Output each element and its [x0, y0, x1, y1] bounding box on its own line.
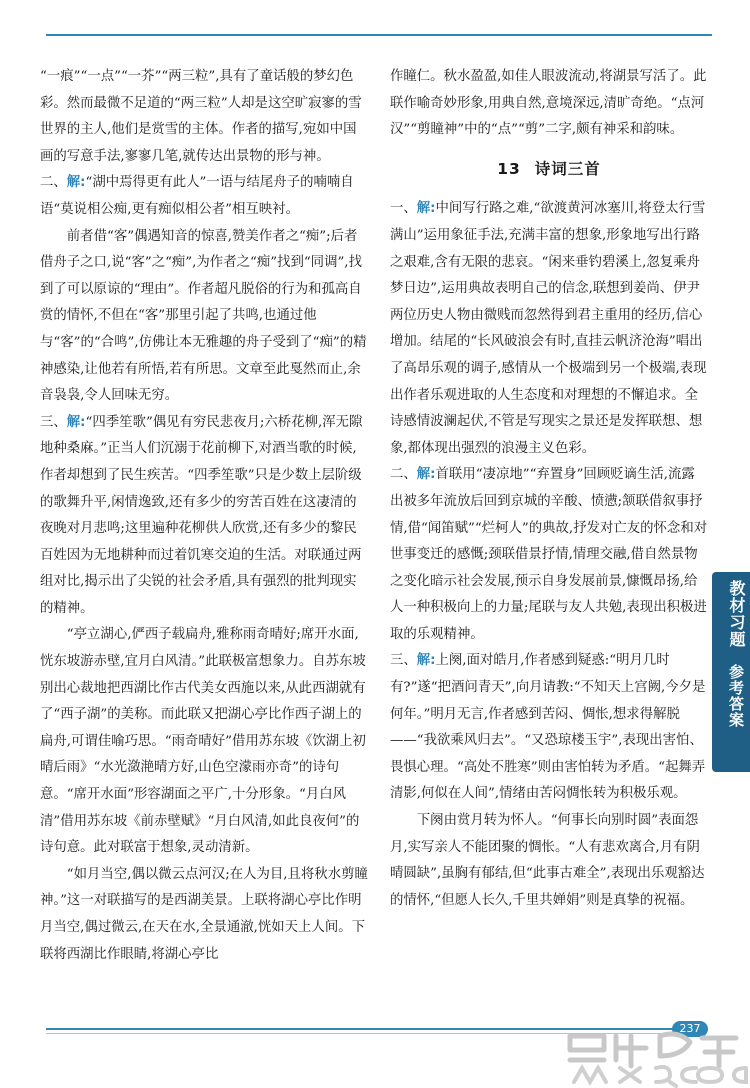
- item-number: 二、: [40, 175, 67, 191]
- header-rule: [46, 34, 712, 36]
- section-number: 13: [497, 159, 521, 178]
- answer-paragraph: “一痕”“一点”“一芥”“两三粒”,具有了童话般的梦幻色彩。然而最微不足道的“两三粒”人却是这空旷寂寥的雪世界的主人,他们是赏雪的主体。作者的描写,宛如中国画的写意手法,寥寥几笔,就传达出景物的形与神。: [40, 69, 362, 164]
- answer-label: 解:: [416, 201, 436, 217]
- answer-text: “湖中焉得更有此人”一语与结尾舟子的喃喃自语“莫说相公痴,更有痴似相公者”相互映衬。: [40, 175, 354, 217]
- answer-text: 中间写行路之难,“欲渡黄河冰塞川,将登太行雪满山”运用象征手法,充满丰富的想象,形象地写出行路之艰难,含有无限的悲哀。“闲来垂钓碧溪上,忽复乘舟梦日边”,运用典故表明自己的信念,联想到姜尚、伊尹两位历史人物由微贱而忽然得到君主重用的经历,信心增加。结尾的“长风破浪会有时,直挂云帆济沧海”唱出了高昂乐观的调子,感情从一个极端到另一个极端,表现出作者乐观进取的人生态度和对理想的不懈追求。全诗感情波澜起伏,不管是写现实之景还是发挥联想、想象,都体现出强烈的浪漫主义色彩。: [390, 201, 707, 456]
- answer-item: [390, 648, 708, 808]
- watermark-logo-graphic: [560, 1026, 750, 1088]
- answer-text: 上阕,面对皓月,作者感到疑惑:“明月几时有?”遂“把酒问青天”,向月请教:“不知天上宫阙,今夕是何年。”明月无言,作者感到苦闷、惆怅,想求得解脱——“我欲乘风归去”。“又恐琼楼玉宇”,表现出害怕、畏惧心理。“高处不胜寒”则由害怕转为矛盾。“起舞弄清影,何似在人间”,情绪由苦闷惆怅转为积极乐观。: [390, 653, 706, 802]
- item-number: 三、: [40, 414, 67, 430]
- answer-paragraph: “亭立湖心,俨西子载扁舟,雅称雨奇晴好;席开水面,恍东坡游赤壁,宜月白风清。”此联极富想象力。自苏东坡别出心裁地把西湖比作古代美女西施以来,从此西湖就有了“西子湖”的美称。而此联又把湖心亭比作西子湖上的扁舟,可谓佳喻巧思。“雨奇晴好”借用苏东坡《饮湖上初晴后雨》“水光潋滟晴方好,山色空濛雨亦奇”的诗句意。“席开水面”形容湖面之平广,十分形象。“月白风清”借用苏东坡《前赤壁赋》“月白风清,如此良夜何”的诗句意。此对联富于想象,灵动清新。: [40, 627, 366, 856]
- section-title: 诗词三首: [534, 159, 601, 178]
- answer-text: “四季笙歌”偶见有穷民悲夜月;六桥花柳,浑无隙地种桑麻。”正当人们沉溺于花前柳下,对酒当歌的时候,作者却想到了民生疾苦。“四季笙歌”只是少数上层阶级的歌舞升平,闲情逸致,还有多少的穷苦百姓在这凄清的夜晚对月悲鸣;这里遍种花柳供人欣赏,还有多少的黎民百姓因为无地耕种而过着饥寒交迫的生活。对联通过两组对比,揭示出了尖锐的社会矛盾,具有强烈的批判现实的精神。: [40, 414, 363, 616]
- answer-item: [40, 170, 368, 223]
- answer-paragraph: 下阕由赏月转为怀人。“何事长向别时圆”表面怨月,实写亲人不能团聚的惆怅。“人有悲欢离合,月有阴晴圆缺”,虽胸有郁结,但“此事古难全”,表现出乐观豁达的情怀,“但愿人长久,千里共婵娟”则是真挚的祝福。: [390, 813, 705, 908]
- answer-paragraph: 前者借“客”偶遇知音的惊喜,赞美作者之“痴”;后者借舟子之口,说“客”之“痴”,为作者之“痴”找到“同调”,找到了可以原谅的“理由”。作者超凡脱俗的行为和孤高自赏的情怀,不但在“客”那里引起了共鸣,也通过他与“客”的“合鸣”,仿佛让本无雅趣的舟子受到了“痴”的精神感染,让他若有所悟,若有所思。文章至此戛然而止,余音袅袅,令人回味无穷。: [40, 228, 367, 404]
- section-heading: [390, 156, 708, 183]
- answer-item: [40, 410, 368, 623]
- page-number: 237: [672, 1021, 708, 1037]
- item-number: 二、: [390, 467, 417, 483]
- side-tab-subtitle: 参考答案: [727, 664, 745, 728]
- answer-paragraph: 作瞳仁。秋水盈盈,如佳人眼波流动,将湖景写活了。此联作喻奇妙形象,用典自然,意境深远,清旷奇绝。“点河汉”“剪瞳神”中的“点”“剪”二字,颇有神采和韵味。: [390, 69, 707, 138]
- answer-label: 解:: [416, 653, 436, 669]
- answer-item: [390, 462, 708, 648]
- item-number: 三、: [390, 653, 417, 669]
- left-column: [40, 64, 368, 968]
- watermark-logo: [560, 1026, 750, 1088]
- item-number: 一、: [390, 201, 417, 217]
- answer-label: 解:: [66, 175, 86, 191]
- answer-label: 解:: [66, 414, 86, 430]
- right-column: [390, 64, 708, 914]
- answer-paragraph: “如月当空,偶以微云点河汉;在人为目,且将秋水剪瞳神。”这一对联描写的是西湖美景。上联将湖心亭比作明月当空,偶过微云,在天在水,全景通澈,恍如天上人间。下联将西湖比作眼睛,将湖心亭比: [40, 866, 368, 962]
- answer-label: 解:: [416, 467, 436, 483]
- answer-item: [390, 196, 708, 462]
- answer-text: 首联用“凄凉地”“弃置身”回顾贬谪生活,流露出被多年流放后回到京城的辛酸、愤懑;颔联借叙事抒情,借“闻笛赋”“烂柯人”的典故,抒发对亡友的怀念和对世事变迁的感慨;颈联借景抒情,情理交融,借自然景物之变化暗示社会发展,预示自身发展前景,慷慨昂扬,给人一种积极向上的力量;尾联与友人共勉,表现出积极进取的乐观精神。: [390, 467, 708, 642]
- side-tab-title: 教材习题: [727, 580, 746, 648]
